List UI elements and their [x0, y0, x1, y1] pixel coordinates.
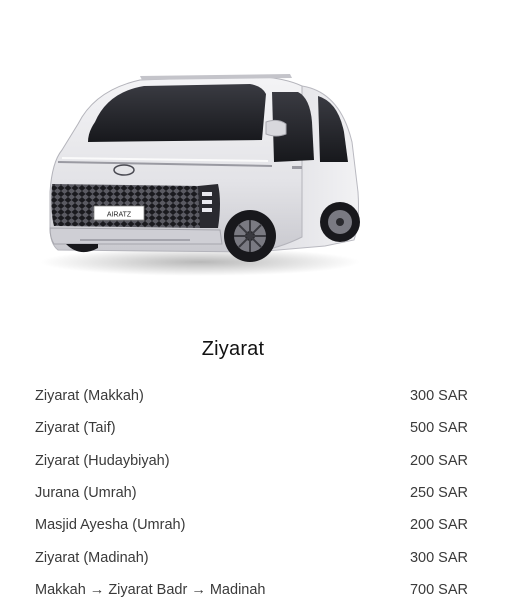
price-name: Ziyarat (Madinah): [35, 549, 149, 566]
plate-text: AIRATZ: [106, 211, 132, 219]
price-name: Jurana (Umrah): [35, 485, 137, 502]
price-name: Ziyarat (Taif): [35, 420, 116, 437]
price-value: 200 SAR: [409, 517, 468, 534]
price-name: Makkah → Ziyarat Badr → Madinah: [35, 581, 266, 598]
price-name: Ziyarat (Makkah): [35, 388, 144, 405]
price-row: [35, 477, 468, 509]
price-value: 300 SAR: [409, 388, 468, 405]
price-name: Masjid Ayesha (Umrah): [35, 517, 186, 534]
price-row: [35, 509, 468, 541]
price-value: 500 SAR: [409, 420, 468, 437]
price-row: [35, 412, 468, 444]
price-row: [35, 574, 468, 606]
price-row: [35, 445, 468, 477]
price-value: 700 SAR: [409, 581, 468, 598]
price-row: [35, 380, 468, 412]
price-name: Ziyarat (Hudaybiyah): [35, 452, 170, 469]
section-title: Ziyarat: [201, 338, 265, 360]
price-value: 300 SAR: [409, 549, 468, 566]
price-value: 250 SAR: [409, 485, 468, 502]
price-row: [35, 541, 468, 573]
price-list: [35, 380, 468, 606]
price-value: 200 SAR: [409, 452, 468, 469]
van-image: [40, 62, 370, 282]
